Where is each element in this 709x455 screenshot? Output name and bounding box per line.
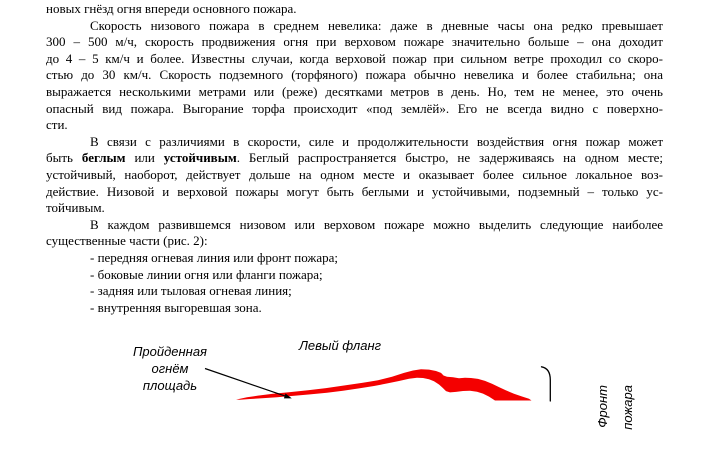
front-of-fire-label [590, 385, 640, 455]
text-line: В каждом развившемся низовом или верховом пожаре можно выделить следующие наиболее [90, 216, 663, 232]
text-line: Скорость низового пожара в среднем невелика: даже в дневные часы она редко превышает [90, 17, 663, 33]
bold-term: беглым [81, 150, 126, 166]
text-line: до 4 – 5 км/ч и более. Известны случаи, когда верховой пожар при сильном ветре проходил со скоро- [46, 50, 663, 66]
list-item: - задняя или тыловая огневая линия; [90, 283, 292, 299]
text-line: существенные части (рис. 2): [46, 233, 208, 249]
text-segment: или [125, 150, 164, 166]
text-line: В связи с различиями в скорости, силе и продолжительности воздействия огня пожар может [90, 133, 663, 149]
text-line: 300 – 500 м/ч, скорость продвижения огня при верховом пожаре значительно больше – она доходит [46, 34, 663, 50]
burned-area-label-line1: Пройденная огнём [132, 344, 207, 376]
text-line: устойчивый, наоборот, действует дольше на одном месте и оказывает более сильное локальное воз- [46, 166, 663, 182]
list-item: - передняя огневая линия или фронт пожара; [90, 249, 339, 265]
list-item: - внутренняя выгоревшая зона. [90, 299, 262, 315]
front-of-fire-bracket [542, 367, 551, 401]
text-segment: . Беглый распространяется быстро, не задерживаясь на одном месте; [236, 150, 664, 166]
front-of-fire-label-line2: пожара [620, 385, 635, 430]
text-line: новых гнёзд огня впереди основного пожара. [46, 1, 297, 16]
text-segment: быть [46, 150, 82, 166]
bold-term: устойчивым [163, 150, 237, 166]
burned-area-label-line2: площадь [142, 378, 198, 393]
text-line: тойчивым. [46, 200, 105, 216]
front-of-fire-label-line1: Фронт [595, 385, 610, 428]
text-line: выражается несколькими метрами или (реже) десятками метров в день. Но, тем не менее, это очень [46, 83, 663, 99]
text-line: опасный вид пожара. Выгорание торфа происходит «под землёй». Его не всегда видно с поверхно- [46, 100, 663, 116]
list-item: - боковые линии огня или фланги пожара; [90, 266, 323, 282]
text-line: действие. Низовой и верховой пожары могут быть беглыми и устойчивыми, подземный – только ус- [46, 183, 663, 199]
fire-front-shape [236, 369, 532, 400]
text-line: стью до 30 км/ч. Скорость подземного (торфяного) пожара обычно невелика и более стабильна; она [46, 67, 663, 83]
text-line: сти. [46, 117, 68, 133]
burned-area-label [118, 343, 222, 394]
left-flank-label: Левый фланг [298, 338, 382, 353]
